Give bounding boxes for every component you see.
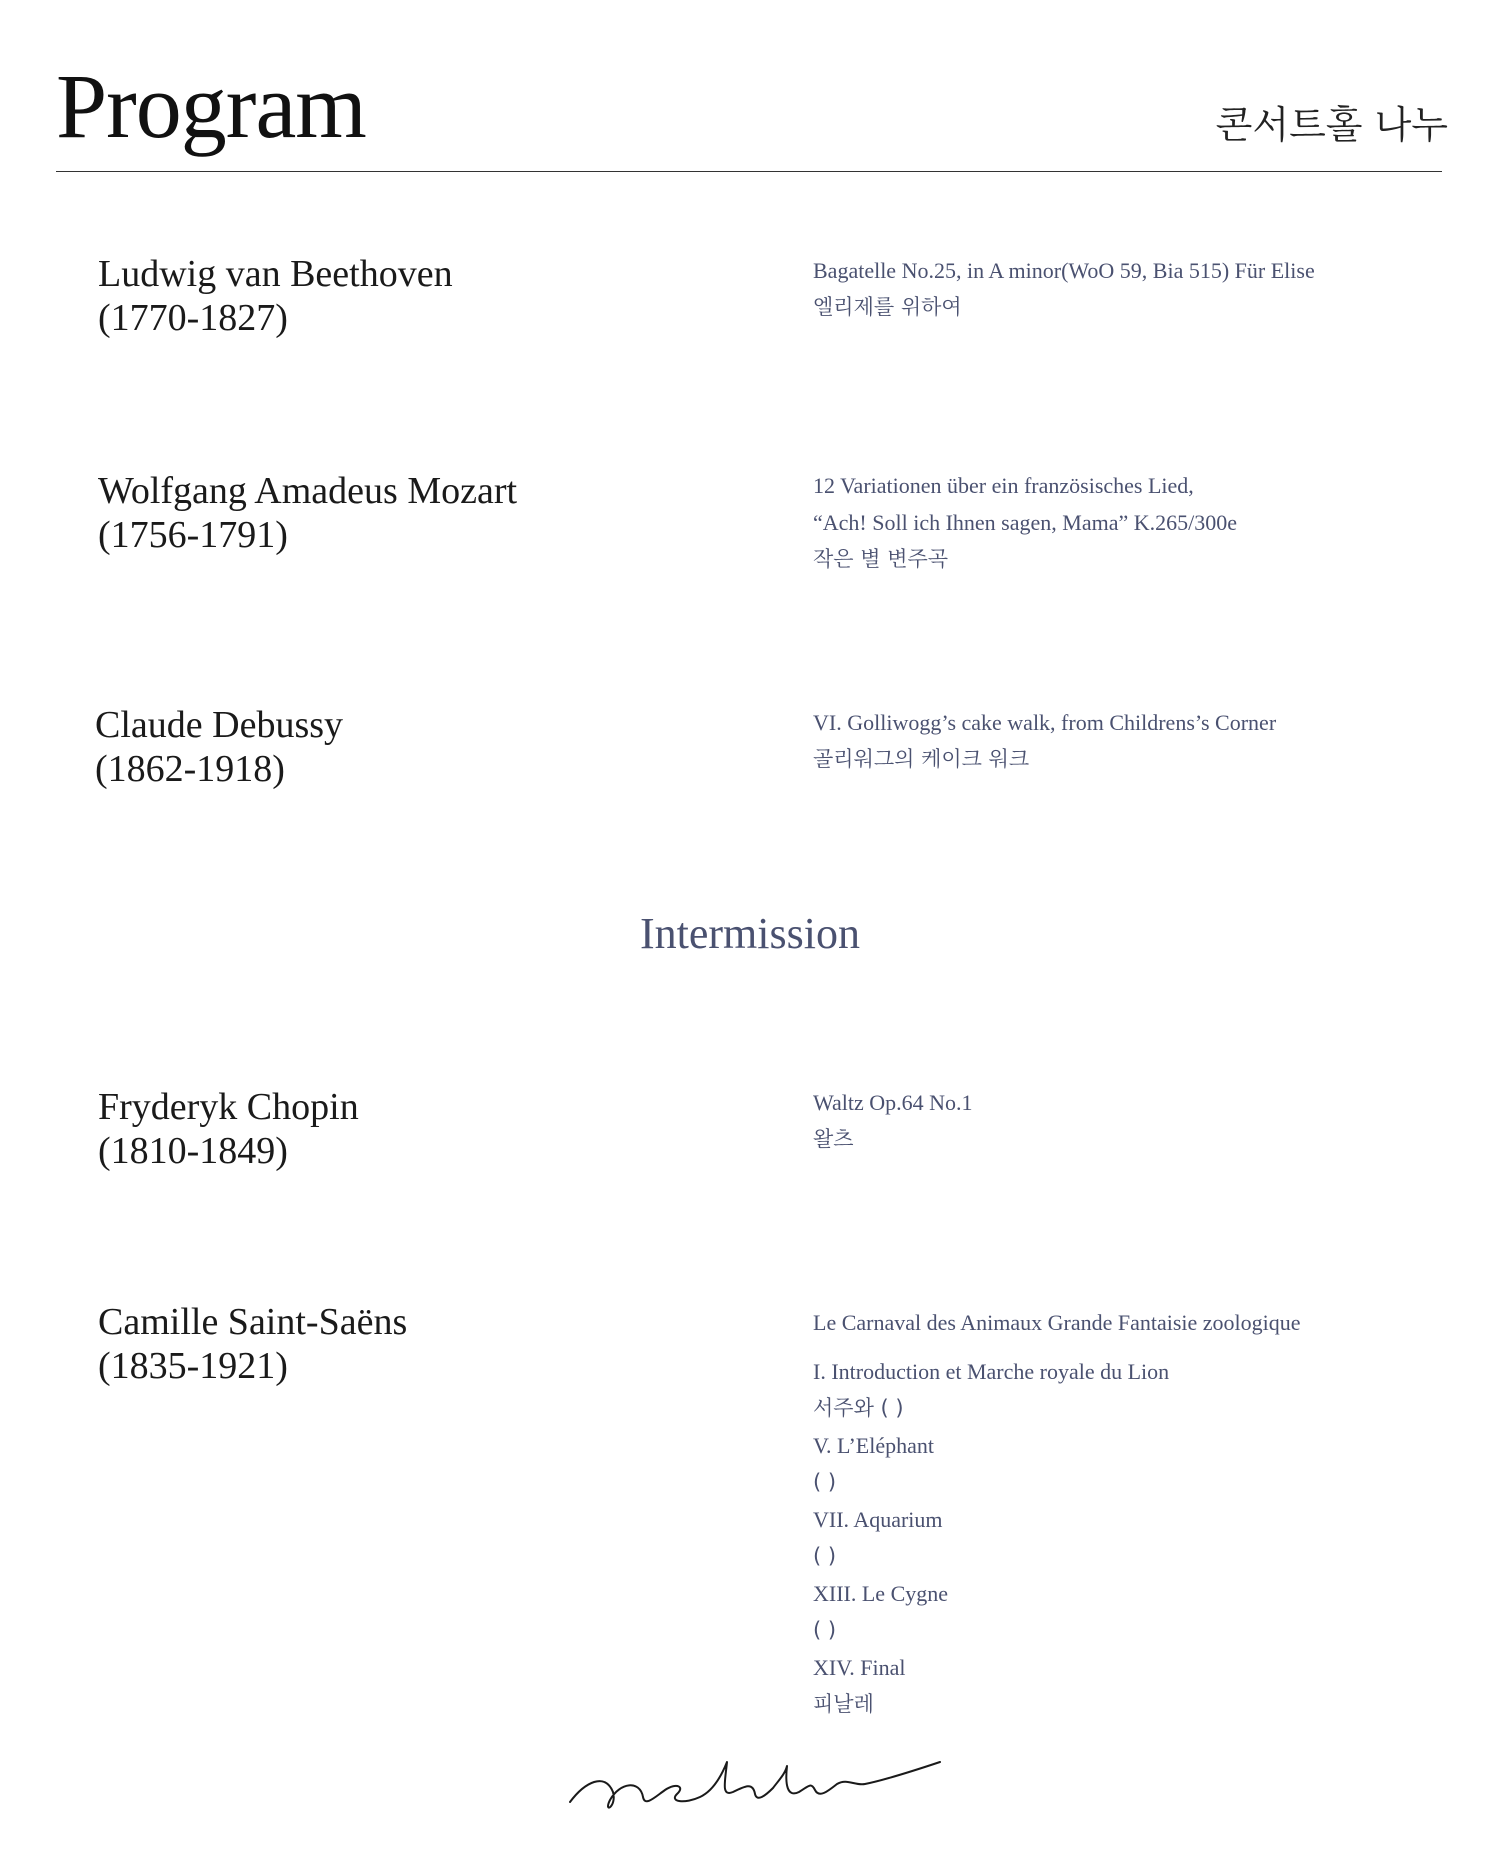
movement-title-korean: ( ): [813, 1470, 837, 1494]
movement-title-korean: 서주와 ( ): [813, 1396, 904, 1420]
composer-name: Fryderyk Chopin: [98, 1086, 359, 1128]
movement-title-korean: ( ): [813, 1618, 837, 1642]
composer-block: [98, 1085, 359, 1173]
movement-title: XIII. Le Cygne: [813, 1581, 949, 1606]
composer-block: [98, 1300, 407, 1388]
works-list: [813, 1084, 973, 1158]
works-list: [813, 252, 1315, 326]
works-list: [813, 467, 1237, 578]
work-title-korean: 작은 별 변주곡: [813, 547, 949, 571]
work-title: Bagatelle No.25, in A minor(WoO 59, Bia 515) Für Elise: [813, 258, 1315, 283]
movement-title: I. Introduction et Marche royale du Lion: [813, 1359, 1170, 1384]
composer-block: [98, 252, 453, 340]
composer-years: (1770-1827): [98, 297, 288, 339]
venue-name: 콘서트홀 나누: [1215, 103, 1448, 147]
composer-years: (1756-1791): [98, 514, 288, 556]
composer-years: (1862-1918): [95, 748, 285, 790]
movement-title: VII. Aquarium: [813, 1507, 943, 1532]
work-title: Waltz Op.64 No.1: [813, 1090, 973, 1115]
work-title: “Ach! Soll ich Ihnen sagen, Mama” K.265/300e: [813, 510, 1237, 535]
works-list: [813, 704, 1276, 778]
signature-image: [565, 1752, 945, 1822]
composer-name: Camille Saint-Saëns: [98, 1301, 408, 1343]
work-title-korean: 왈츠: [813, 1127, 854, 1151]
composer-block: [98, 469, 517, 557]
movement-title: XIV. Final: [813, 1655, 906, 1680]
movement-title: V. L’Eléphant: [813, 1433, 934, 1458]
works-list: [813, 1304, 1301, 1723]
composer-name: Ludwig van Beethoven: [98, 253, 453, 295]
page-title: Program: [56, 55, 366, 157]
work-title-korean: 골리워그의 케이크 워크: [813, 747, 1030, 771]
composer-block: [95, 703, 343, 791]
work-title: 12 Variationen über ein französisches Lied,: [813, 473, 1194, 498]
movement-title-korean: 피날레: [813, 1692, 874, 1716]
composer-years: (1810-1849): [98, 1130, 288, 1172]
intermission-label: Intermission: [640, 909, 860, 958]
work-title: VI. Golliwogg’s cake walk, from Childrens’s Corner: [813, 710, 1277, 735]
movement-title-korean: ( ): [813, 1544, 837, 1568]
header-divider: [56, 171, 1442, 172]
composer-name: Claude Debussy: [95, 704, 344, 746]
work-title-korean: 엘리제를 위하여: [813, 295, 962, 319]
work-set-title: Le Carnaval des Animaux Grande Fantaisie zoologique: [813, 1310, 1301, 1335]
composer-years: (1835-1921): [98, 1345, 288, 1387]
composer-name: Wolfgang Amadeus Mozart: [98, 470, 518, 512]
